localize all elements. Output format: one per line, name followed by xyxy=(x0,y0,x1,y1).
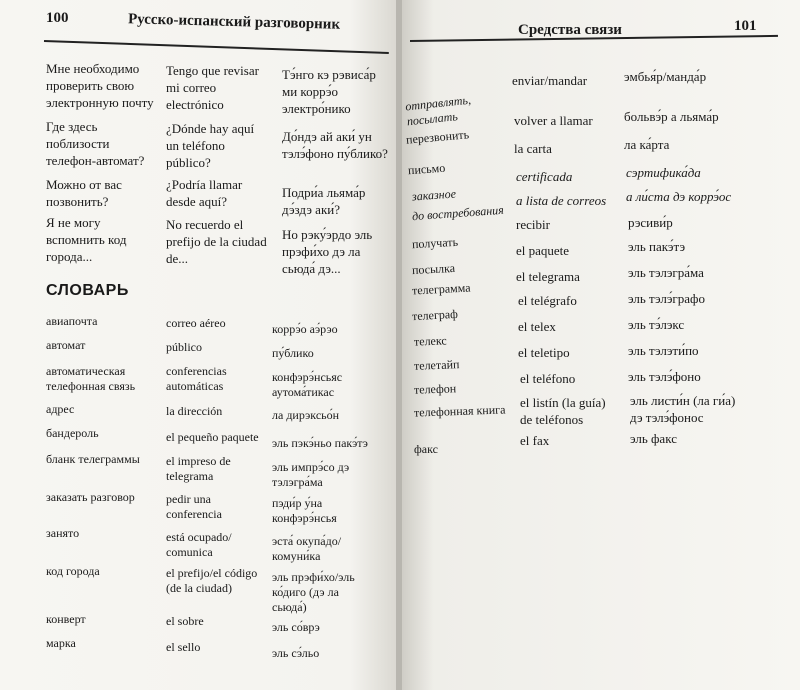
vocab-ru: бланк телеграммы xyxy=(46,452,140,466)
vocab-es: pedir una conferencia xyxy=(166,492,222,521)
phrase-es: ¿Dónde hay aquí un teléfono público? xyxy=(166,121,255,170)
vocab-ru: телеграф xyxy=(411,306,459,324)
phrase-es: ¿Podría llamar desde aquí? xyxy=(166,177,243,209)
phrase-pron: Тэ́нго кэ рэвиса́р ми коррэ́о электро́нико xyxy=(282,67,376,116)
vocab-ru: авиапочта xyxy=(46,314,98,328)
vocab-ru: адрес xyxy=(46,402,75,416)
phrase-es: No recuerdo el prefijo de la ciudad de... xyxy=(166,217,267,266)
vocab-ru: письмо xyxy=(407,160,446,178)
section-title-vocabulary: СЛОВАРЬ xyxy=(46,282,129,299)
vocab-ru: перезвонить xyxy=(405,127,470,147)
vocab-ru: конверт xyxy=(46,612,86,626)
vocab-es: el teletipo xyxy=(518,345,570,360)
vocab-es: la carta xyxy=(514,141,552,156)
vocab-pron: эль со́врэ xyxy=(272,620,320,634)
vocab-pron: ла дирэксьо́н xyxy=(272,408,340,422)
vocab-ru: бандероль xyxy=(46,426,99,440)
vocab-es: el listín (la guía) de teléfonos xyxy=(520,395,606,427)
left-page xyxy=(0,0,398,690)
header-rule-left xyxy=(44,40,389,54)
vocab-pron: а ли́ста дэ коррэ́ос xyxy=(626,189,732,204)
vocab-es: el sobre xyxy=(166,614,204,628)
vocab-es: recibir xyxy=(516,217,550,232)
vocab-ru: получать xyxy=(411,234,459,252)
vocab-ru: телефонная книга xyxy=(413,402,506,420)
vocab-es: la dirección xyxy=(166,404,223,418)
vocab-es: el prefijo/el código (de la ciudad) xyxy=(166,566,258,595)
vocab-ru: заказное xyxy=(411,186,457,204)
vocab-pron: эль тэлэ́графо xyxy=(628,291,705,306)
vocab-pron: конфэрэ́нсьяс аутома́тикас xyxy=(272,370,343,399)
phrase-pron: До́ндэ ай аки́ ун тэлэ́фоно пу́блико? xyxy=(282,129,388,161)
vocab-pron: коррэ́о аэ́рэо xyxy=(272,322,338,336)
vocab-ru: отправлять, посылать xyxy=(404,92,472,129)
vocab-pron: пэди́р у́на конфэрэ́нсья xyxy=(272,496,337,525)
vocab-pron: эль тэ́лэкс xyxy=(628,317,685,332)
vocab-pron: больвэ́р а льяма́р xyxy=(624,109,719,124)
phrase-es: Tengo que revisar mi correo electrónico xyxy=(166,63,259,112)
vocab-es: el impreso de telegrama xyxy=(166,454,231,483)
vocab-ru: автоматическая телефонная связь xyxy=(46,364,136,393)
vocab-es: conferencias automáticas xyxy=(166,364,227,393)
vocab-es: el pequeño paquete xyxy=(166,430,259,444)
vocab-es: a lista de correos xyxy=(516,193,607,208)
vocab-es: el telegrama xyxy=(516,269,580,284)
vocab-pron: эль пэкэ́ньо пакэ́тэ xyxy=(272,436,368,450)
vocab-pron: сэртифика́да xyxy=(626,165,701,180)
vocab-ru: телетайп xyxy=(413,357,460,373)
vocab-es: correo aéreo xyxy=(166,316,226,330)
vocab-pron: эль тэлэгра́ма xyxy=(628,265,704,280)
vocab-ru: посылка xyxy=(411,260,456,278)
vocab-es: público xyxy=(166,340,202,354)
phrase-ru: Я не могу вспомнить код города... xyxy=(46,215,127,264)
vocab-pron: эль тэлэти́по xyxy=(628,343,699,358)
phrase-ru: Можно от вас позвонить? xyxy=(46,177,122,209)
vocab-pron: эль листи́н (ла ги́а) дэ тэлэ́фонос xyxy=(630,393,736,425)
right-page xyxy=(402,0,800,690)
vocab-pron: эль тэлэ́фоно xyxy=(628,369,701,384)
vocab-ru: до востребования xyxy=(411,202,505,224)
vocab-es: volver a llamar xyxy=(514,113,593,128)
vocab-ru: телефон xyxy=(413,381,457,397)
vocab-es: el telex xyxy=(518,319,556,334)
vocab-ru: автомат xyxy=(46,338,86,352)
vocab-es: enviar/mandar xyxy=(512,73,588,88)
vocab-ru: телеграмма xyxy=(411,280,471,298)
vocab-ru: телекс xyxy=(413,333,447,349)
vocab-ru: марка xyxy=(46,636,76,650)
running-title-left: Русско-испанский разговорник xyxy=(127,11,341,33)
page-number-left: 100 xyxy=(46,10,69,26)
vocab-es: el teléfono xyxy=(520,371,576,386)
vocab-es: el telégrafo xyxy=(518,293,577,308)
vocab-es: el paquete xyxy=(516,243,570,258)
page-number-right: 101 xyxy=(734,18,757,34)
vocab-ru: занято xyxy=(46,526,80,540)
vocab-pron: эль пакэ́тэ xyxy=(628,239,686,254)
vocab-ru: код города xyxy=(46,564,100,578)
vocab-es: el sello xyxy=(166,640,201,654)
vocab-pron: эль сэ́льо xyxy=(272,646,320,660)
vocab-pron: эль факс xyxy=(630,431,677,446)
vocab-es: el fax xyxy=(520,433,550,448)
vocab-es: certificada xyxy=(516,169,573,184)
phrase-pron: Но рэку́эрдо эль прэфи́хо дэ ла сьюда́ дэ... xyxy=(282,227,373,276)
vocab-es: está ocupado/ comunica xyxy=(166,530,232,559)
phrase-ru: Мне необходимо проверить свою электронную почту xyxy=(46,61,154,110)
vocab-pron: эста́ окупа́до/ комуни́ка xyxy=(272,534,342,563)
vocab-pron: эль импрэ́со дэ тэлэгра́ма xyxy=(272,460,350,489)
vocab-pron: рэсиви́р xyxy=(628,215,673,230)
vocab-ru: факс xyxy=(414,442,438,456)
phrase-pron: Подри́а льяма́р дэ́здэ аки́? xyxy=(282,185,366,217)
running-title-right: Средства связи xyxy=(518,22,622,38)
phrase-ru: Где здесь поблизости телефон-автомат? xyxy=(46,119,145,168)
vocab-pron: пу́блико xyxy=(272,346,314,360)
vocab-pron: эмбья́р/манда́р xyxy=(624,69,707,84)
vocab-pron: эль прэфи́хо/эль ко́диго (дэ ла сьюда́) xyxy=(272,570,355,614)
vocab-ru: заказать разговор xyxy=(46,490,135,504)
vocab-pron: ла ка́рта xyxy=(624,137,670,152)
